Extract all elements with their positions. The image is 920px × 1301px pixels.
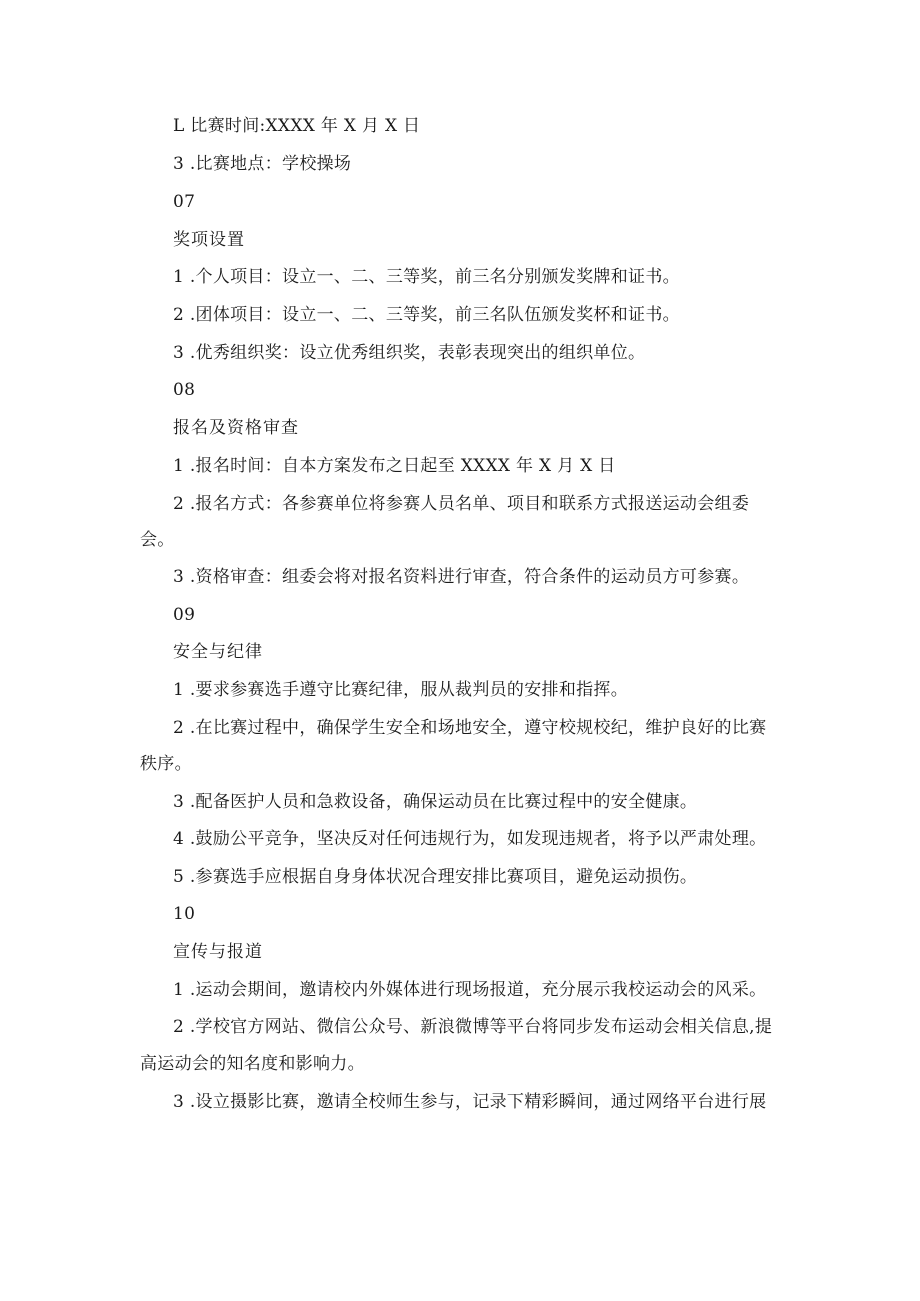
section-number-08: 08: [173, 380, 196, 400]
item-match-time: L 比赛时间:XXXX 年 X 月 X 日: [173, 116, 421, 136]
item-registration-method-cont: 会。: [140, 530, 175, 550]
item-safety-2: 2 .在比赛过程中，确保学生安全和场地安全，遵守校规校纪，维护良好的比赛: [173, 718, 767, 738]
item-team-awards: 2 .团体项目：设立一、二、三等奖，前三名队伍颁发奖杯和证书。: [173, 305, 680, 325]
section-number-10: 10: [173, 904, 196, 924]
section-number-09: 09: [173, 605, 196, 625]
item-match-venue: 3 .比赛地点：学校操场: [173, 154, 352, 174]
item-qualification-review: 3 .资格审查：组委会将对报名资料进行审查，符合条件的运动员方可参赛。: [173, 567, 750, 587]
section-title-awards: 奖项设置: [173, 230, 245, 250]
item-safety-3: 3 .配备医护人员和急救设备，确保运动员在比赛过程中的安全健康。: [173, 792, 698, 812]
item-individual-awards: 1 .个人项目：设立一、二、三等奖，前三名分别颁发奖牌和证书。: [173, 267, 680, 287]
item-registration-method: 2 .报名方式：各参赛单位将参赛人员名单、项目和联系方式报送运动会组委: [173, 494, 750, 514]
item-publicity-2-cont: 高运动会的知名度和影响力。: [140, 1054, 365, 1074]
item-safety-2-cont: 秩序。: [140, 754, 192, 774]
item-registration-time: 1 .报名时间：自本方案发布之日起至 XXXX 年 X 月 X 日: [173, 456, 616, 476]
item-safety-1: 1 .要求参赛选手遵守比赛纪律，服从裁判员的安排和指挥。: [173, 680, 629, 700]
item-publicity-1: 1 .运动会期间，邀请校内外媒体进行现场报道，充分展示我校运动会的风采。: [173, 980, 767, 1000]
item-organization-award: 3 .优秀组织奖：设立优秀组织奖，表彰表现突出的组织单位。: [173, 343, 646, 363]
item-publicity-2: 2 .学校官方网站、微信公众号、新浪微博等平台将同步发布运动会相关信息,提: [173, 1017, 773, 1037]
item-publicity-3: 3 .设立摄影比赛，邀请全校师生参与，记录下精彩瞬间，通过网络平台进行展: [173, 1092, 767, 1112]
item-safety-4: 4 .鼓励公平竞争，坚决反对任何违规行为，如发现违规者，将予以严肃处理。: [173, 829, 767, 849]
section-title-safety: 安全与纪律: [173, 642, 263, 662]
item-safety-5: 5 .参赛选手应根据自身身体状况合理安排比赛项目，避免运动损伤。: [173, 867, 698, 887]
section-title-publicity: 宣传与报道: [173, 942, 263, 962]
section-title-registration: 报名及资格审查: [173, 418, 299, 438]
section-number-07: 07: [173, 192, 196, 212]
